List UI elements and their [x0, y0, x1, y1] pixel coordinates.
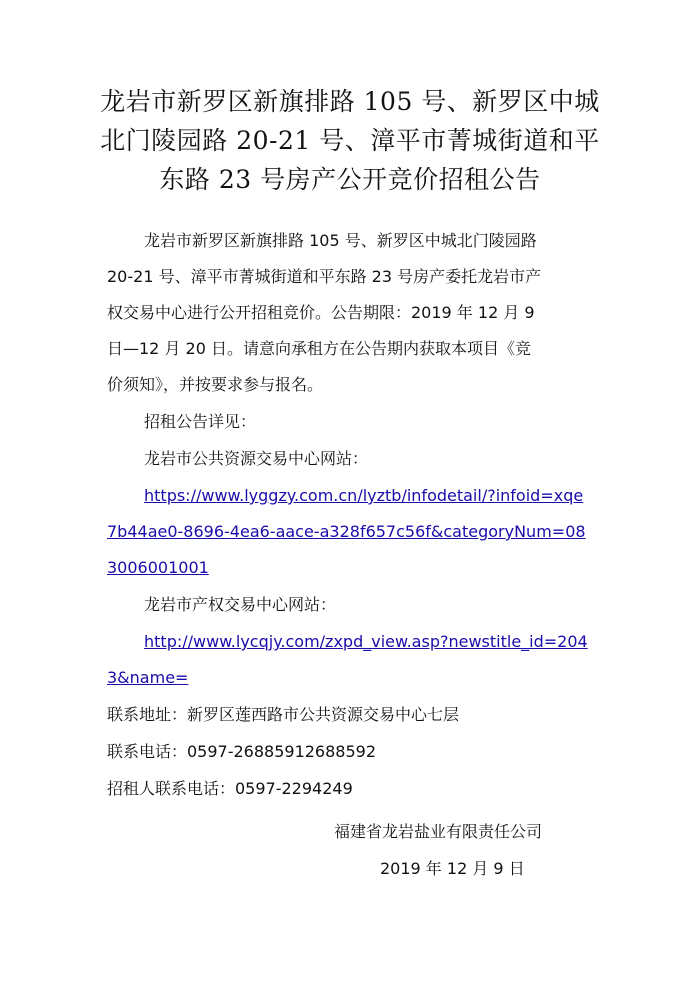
page-title — [70, 82, 630, 199]
site1-label: 龙岩市公共资源交易中心网站： — [144, 449, 369, 468]
title-line-2: 北门陵园路 20-21 号、漳平市菁城街道和平 — [100, 126, 600, 155]
lessor-phone: 招租人联系电话：0597-2294249 — [107, 779, 353, 798]
paragraph-line-4: 日—12 月 20 日。请意向承租方在公告期内获取本项目《竞 — [107, 339, 531, 358]
details-label: 招租公告详见： — [144, 412, 257, 431]
paragraph-line-5: 价须知》，并按要求参与报名。 — [107, 375, 324, 394]
site2-url-line-2[interactable]: 3&name= — [107, 668, 189, 687]
signature-date: 2019 年 12 月 9 日 — [380, 859, 525, 878]
site2-label: 龙岩市产权交易中心网站： — [144, 595, 337, 614]
contact-address: 联系地址：新罗区莲西路市公共资源交易中心七层 — [107, 705, 460, 724]
site2-url-line-1[interactable]: http://www.lycqjy.com/zxpd_view.asp?newstitle_id=204 — [144, 632, 588, 651]
site1-url-line-3[interactable]: 3006001001 — [107, 558, 209, 577]
title-line-3: 东路 23 号房产公开竞价招租公告 — [159, 165, 541, 194]
site1-url-line-2[interactable]: 7b44ae0-8696-4ea6-aace-a328f657c56f&categoryNum=08 — [107, 522, 586, 541]
title-line-1: 龙岩市新罗区新旗排路 105 号、新罗区中城 — [100, 87, 600, 116]
contact-phone: 联系电话：0597-26885912688592 — [107, 742, 377, 761]
site1-url-line-1[interactable]: https://www.lyggzy.com.cn/lyztb/infodetail/?infoid=xqe — [144, 486, 584, 505]
paragraph-line-1: 龙岩市新罗区新旗排路 105 号、新罗区中城北门陵园路 — [144, 231, 537, 250]
paragraph-line-2: 20-21 号、漳平市菁城街道和平东路 23 号房产委托龙岩市产 — [107, 267, 542, 286]
signature-company: 福建省龙岩盐业有限责任公司 — [334, 822, 543, 841]
paragraph-line-3: 权交易中心进行公开招租竞价。公告期限：2019 年 12 月 9 — [107, 303, 535, 322]
